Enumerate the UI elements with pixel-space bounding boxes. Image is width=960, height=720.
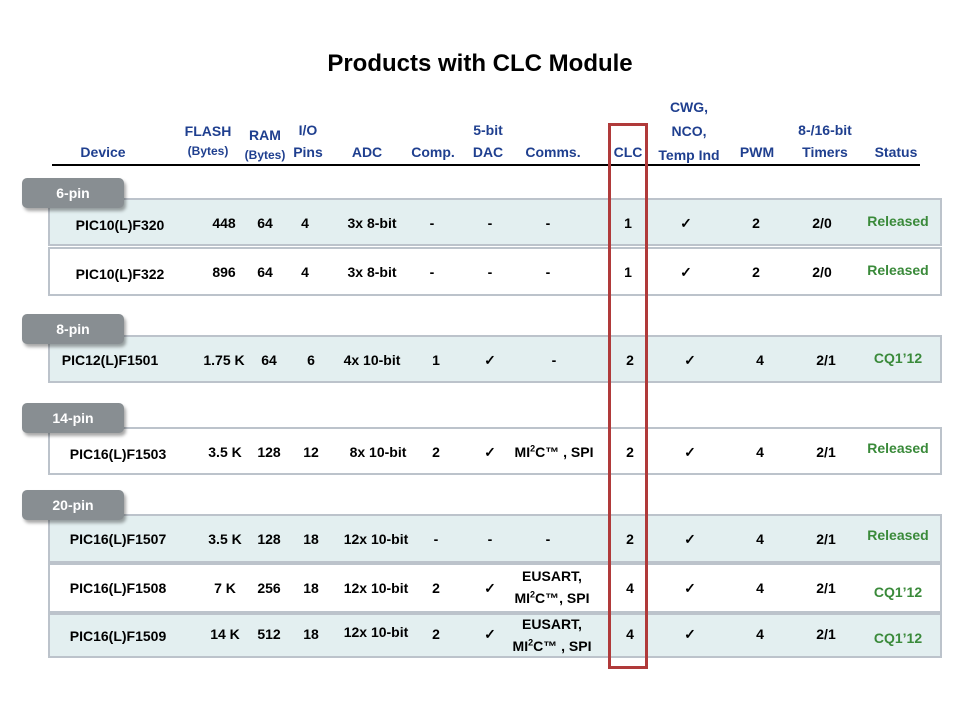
- cell-pwm: 4: [756, 580, 764, 596]
- cell-dac: ✓: [484, 444, 496, 460]
- cell-cwg: ✓: [680, 215, 692, 231]
- cell-io: 18: [303, 626, 319, 642]
- cell-status: Released: [867, 440, 929, 456]
- cell-flash: 7 K: [214, 580, 236, 596]
- table-row: [48, 563, 942, 613]
- comms-line2: [502, 635, 602, 657]
- comms-sup: 2: [528, 637, 534, 648]
- cell-ram: 64: [261, 352, 277, 368]
- cell-adc: 12x 10-bit: [343, 580, 409, 596]
- cell-comms: -: [545, 215, 551, 231]
- cell-status: CQ1’12: [873, 350, 923, 366]
- cell-comp: 1: [432, 352, 440, 368]
- header-ram-label: RAM: [249, 127, 281, 143]
- header-cwg: [648, 95, 730, 167]
- header-status: Status: [874, 144, 918, 160]
- cell-device: PIC12(L)F1501: [61, 352, 159, 368]
- cell-io: 4: [301, 264, 309, 280]
- comms-line2: [502, 587, 602, 609]
- cell-io: 6: [307, 352, 315, 368]
- cell-io: 18: [303, 531, 319, 547]
- cell-clc: 4: [626, 580, 634, 596]
- cell-timers: 2/1: [816, 531, 836, 547]
- comms-mi: MI: [514, 444, 531, 460]
- comms-mi: MI: [512, 638, 529, 654]
- cell-comp: -: [429, 215, 435, 231]
- group-tag-6-pin: 6-pin: [22, 178, 124, 208]
- slide-title: Products with CLC Module: [327, 50, 633, 77]
- cell-comp: 2: [432, 580, 440, 596]
- table-row: [48, 427, 942, 475]
- cell-flash: 448: [212, 215, 236, 231]
- cell-status: Released: [867, 262, 929, 278]
- cell-adc: 12x 10-bit: [343, 624, 409, 640]
- table-row: [48, 514, 942, 563]
- cell-clc: 2: [626, 531, 634, 547]
- comms-line1: EUSART,: [522, 616, 582, 632]
- cell-timers: 2/1: [816, 352, 836, 368]
- header-dac-line1: 5-bit: [473, 122, 503, 138]
- table-row: [48, 247, 942, 296]
- cell-pwm: 4: [756, 531, 764, 547]
- cell-device: PIC10(L)F320: [75, 217, 165, 233]
- cell-adc: 12x 10-bit: [343, 531, 409, 547]
- cell-cwg: ✓: [684, 444, 696, 460]
- cell-ram: 64: [257, 215, 273, 231]
- cell-comp: -: [433, 531, 439, 547]
- header-timers-line1: 8-/16-bit: [798, 122, 852, 138]
- cell-comp: -: [429, 264, 435, 280]
- cell-adc: 8x 10-bit: [349, 444, 407, 460]
- cell-pwm: 4: [756, 626, 764, 642]
- cell-adc: 3x 8-bit: [347, 264, 397, 280]
- cell-device: PIC16(L)F1503: [69, 446, 167, 462]
- cell-status: CQ1’12: [873, 630, 923, 646]
- header-ram-unit: (Bytes): [244, 148, 286, 162]
- cell-comms: -: [545, 531, 551, 547]
- cell-status: Released: [867, 213, 929, 229]
- cell-dac: -: [487, 531, 493, 547]
- cell-flash: 3.5 K: [208, 531, 242, 547]
- cell-adc: 4x 10-bit: [343, 352, 401, 368]
- header-timers: [784, 119, 866, 163]
- cell-ram: 256: [257, 580, 281, 596]
- cell-flash: 3.5 K: [208, 444, 242, 460]
- cell-clc: 2: [626, 444, 634, 460]
- cell-cwg: ✓: [684, 352, 696, 368]
- cell-flash: 14 K: [210, 626, 240, 642]
- cell-dac: ✓: [484, 580, 496, 596]
- cell-timers: 2/0: [812, 215, 832, 231]
- cell-cwg: ✓: [684, 580, 696, 596]
- cell-clc: 4: [626, 626, 634, 642]
- cell-clc: 1: [624, 215, 632, 231]
- cell-ram: 128: [257, 531, 281, 547]
- header-comms: Comms.: [525, 144, 581, 160]
- header-divider: [52, 164, 920, 166]
- comms-mi: MI: [514, 590, 531, 606]
- cell-pwm: 4: [756, 352, 764, 368]
- cell-ram: 64: [257, 264, 273, 280]
- header-pwm: PWM: [739, 144, 775, 160]
- group-tag-8-pin: 8-pin: [22, 314, 124, 344]
- group-tag-14-pin: 14-pin: [22, 403, 124, 433]
- header-flash: [176, 121, 240, 161]
- table-row: [48, 335, 942, 383]
- cell-comms: [506, 441, 602, 463]
- header-timers-line2: Timers: [802, 144, 848, 160]
- cell-cwg: ✓: [680, 264, 692, 280]
- header-io-line1: I/O: [298, 122, 318, 138]
- cell-flash: 1.75 K: [203, 352, 245, 368]
- cell-dac: ✓: [484, 352, 496, 368]
- clc-column-highlight: [608, 123, 648, 669]
- comms-rest: C™, SPI: [535, 590, 590, 606]
- comms-rest: C™ , SPI: [535, 444, 594, 460]
- table-row: [48, 613, 942, 658]
- group-tag-20-pin: 20-pin: [22, 490, 124, 520]
- header-device: Device: [80, 144, 126, 160]
- header-ram: [238, 125, 292, 165]
- header-dac: [462, 119, 514, 163]
- cell-comms: -: [545, 264, 551, 280]
- cell-comms: -: [551, 352, 557, 368]
- cell-comms: [502, 565, 602, 609]
- table-row: [48, 198, 942, 246]
- header-flash-unit: (Bytes): [187, 144, 229, 158]
- cell-comp: 2: [432, 444, 440, 460]
- cell-io: 12: [303, 444, 319, 460]
- cell-clc: 2: [626, 352, 634, 368]
- cell-io: 18: [303, 580, 319, 596]
- header-dac-line2: DAC: [472, 144, 504, 160]
- cell-timers: 2/1: [816, 580, 836, 596]
- cell-timers: 2/1: [816, 444, 836, 460]
- cell-io: 4: [301, 215, 309, 231]
- cell-clc: 1: [624, 264, 632, 280]
- cell-status: CQ1’12: [873, 584, 923, 600]
- cell-cwg: ✓: [684, 531, 696, 547]
- cell-pwm: 2: [752, 264, 760, 280]
- cell-flash: 896: [212, 264, 236, 280]
- cell-ram: 128: [257, 444, 281, 460]
- comms-line1: EUSART,: [522, 568, 582, 584]
- cell-device: PIC16(L)F1509: [69, 628, 167, 644]
- cell-pwm: 2: [752, 215, 760, 231]
- cell-adc: 3x 8-bit: [347, 215, 397, 231]
- cell-cwg: ✓: [684, 626, 696, 642]
- header-cwg-line3: Temp Ind: [658, 147, 720, 163]
- cell-dac: ✓: [484, 626, 496, 642]
- header-io: [286, 119, 330, 163]
- header-cwg-line1: CWG,: [669, 99, 709, 115]
- cell-timers: 2/0: [812, 264, 832, 280]
- comms-sup: 2: [530, 443, 536, 454]
- comms-rest: C™ , SPI: [533, 638, 592, 654]
- cell-dac: -: [487, 215, 493, 231]
- header-comp: Comp.: [411, 144, 455, 160]
- cell-dac: -: [487, 264, 493, 280]
- header-flash-label: FLASH: [184, 123, 232, 139]
- header-adc: ADC: [351, 144, 383, 160]
- header-cwg-line2: NCO,: [671, 123, 707, 139]
- cell-ram: 512: [257, 626, 281, 642]
- comms-sup: 2: [530, 589, 536, 600]
- cell-timers: 2/1: [816, 626, 836, 642]
- cell-comms: [502, 613, 602, 657]
- cell-device: PIC16(L)F1508: [69, 580, 167, 596]
- cell-comp: 2: [432, 626, 440, 642]
- cell-pwm: 4: [756, 444, 764, 460]
- header-clc: CLC: [613, 144, 643, 160]
- cell-status: Released: [867, 527, 929, 543]
- cell-device: PIC16(L)F1507: [69, 531, 167, 547]
- cell-device: PIC10(L)F322: [75, 266, 165, 282]
- header-io-line2: Pins: [293, 144, 323, 160]
